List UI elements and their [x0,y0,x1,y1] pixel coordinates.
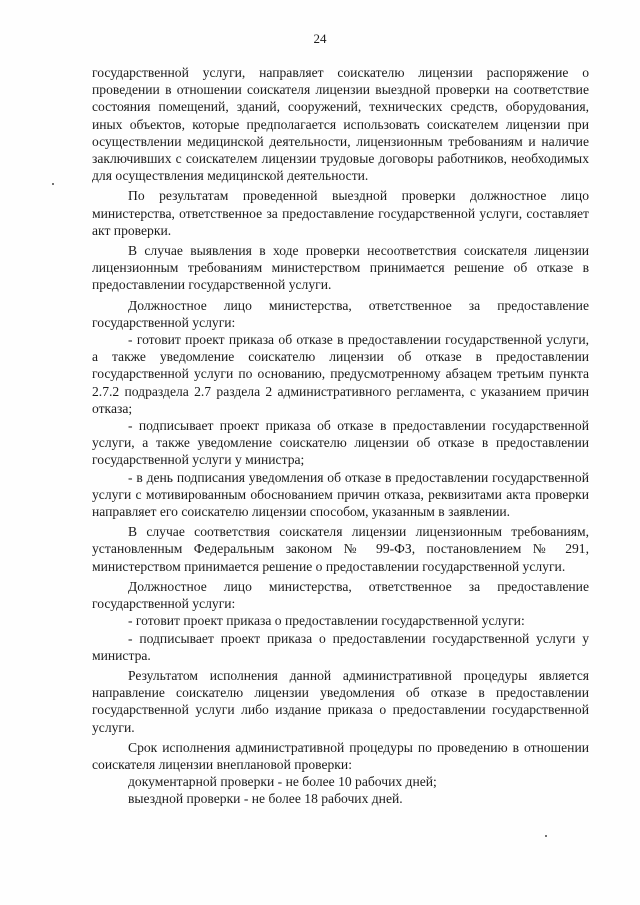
paragraph: Срок исполнения административной процедуры по проведению в отношении соискателя лицензии внеплановой проверки: [92,739,589,772]
list-item: документарной проверки - не более 10 рабочих дней; [128,774,437,790]
list-item: выездной проверки - не более 18 рабочих дней. [128,791,403,807]
list-item: - подписывает проект приказа об отказе в предоставлении государственной услуги, а также уведомление соискателю лицензии об отказе в предоставлении государственной услуги у министра; [92,418,589,468]
paragraph: Результатом исполнения данной административной процедуры является направление соискателю лицензии уведомления об отказе в предоставлении государственной услуги либо издание приказа о предоставлении государственной услуги. [92,667,589,735]
list-item: - подписывает проект приказа о предоставлении государственной услуги у министра. [92,630,589,663]
paragraph: Должностное лицо министерства, ответственное за предоставление государственной услуги: [92,297,589,330]
list-item: - готовит проект приказа о предоставлении государственной услуги: [128,613,525,629]
scan-speck [545,835,547,837]
paragraph: По результатам проведенной выездной проверки должностное лицо министерства, ответственное за предоставление государственной услуги, составляет акт проверки. [92,188,589,238]
paragraph: государственной услуги, направляет соискателю лицензии распоряжение о проведении в отношении соискателя лицензии выездной проверки на соответствие состояния помещений, зданий, сооружений, технических средств, оборудования, иных объектов, которые предполагается использовать соискателем лицензии при осуществлении медицинской деятельности, лицензионным требованиям и наличие заключивших с соискателем лицензии трудовые договоры работников, необходимых для осуществления медицинской деятельности. [92,65,589,184]
page-number: 24 [313,31,327,46]
paragraph: В случае выявления в ходе проверки несоответствия соискателя лицензии лицензионным требованиям министерством принимается решение об отказе в предоставлении государственной услуги. [92,243,589,293]
paragraph: Должностное лицо министерства, ответственное за предоставление государственной услуги: [92,578,589,612]
document-body [92,64,589,808]
list-item: - готовит проект приказа об отказе в предоставлении государственной услуги, а также уведомление соискателю лицензии об отказе в предоставлении государственной услуги по основанию, предусмотренному абзацем третьим пункта 2.7.2 подраздела 2.7 раздела 2 административного регламента, с указанием причин отказа; [92,332,589,416]
paragraph: В случае соответствия соискателя лицензии лицензионным требованиям, установленным Федеральным законом № 99-ФЗ, постановлением № 291, министерством принимается решение о предоставлении государственной услуги. [92,524,589,574]
scan-speck [52,183,54,185]
list-item: - в день подписания уведомления об отказе в предоставлении государственной услуги с мотивированным обоснованием причин отказа, реквизитами акта проверки направляет его соискателю лицензии способом, указанным в заявлении. [92,469,589,520]
